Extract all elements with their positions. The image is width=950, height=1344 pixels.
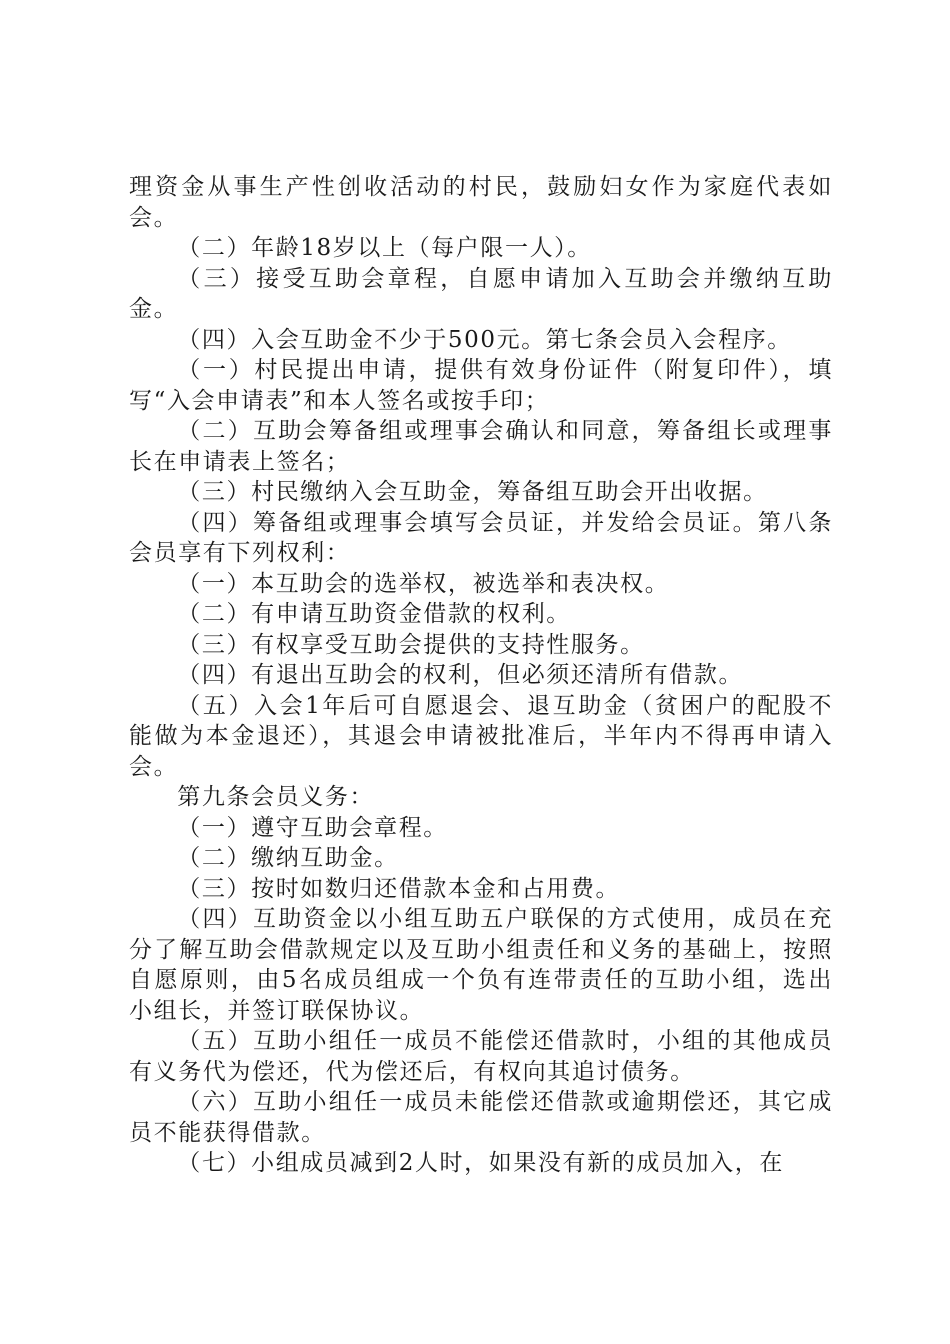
paragraph: （七）小组成员减到2人时，如果没有新的成员加入，在 bbox=[177, 1150, 784, 1176]
paragraph: （二）年龄18岁以上（每户限一人）。 bbox=[177, 235, 592, 261]
paragraph: （四）有退出互助会的权利，但必须还清所有借款。 bbox=[177, 662, 744, 688]
paragraph: （三）接受互助会章程，自愿申请加入互助会并缴纳互助金。 bbox=[129, 265, 833, 322]
paragraph: （二）缴纳互助金。 bbox=[177, 845, 399, 871]
paragraph: （三）按时如数归还借款本金和占用费。 bbox=[177, 875, 621, 902]
paragraph: （一）本互助会的选举权，被选举和表决权。 bbox=[177, 570, 670, 597]
paragraph: （三）村民缴纳入会互助金，筹备组互助会开出收据。 bbox=[177, 479, 768, 505]
paragraph: （三）有权享受互助会提供的支持性服务。 bbox=[177, 631, 645, 658]
paragraph: （五）互助小组任一成员不能偿还借款时，小组的其他成员有义务代为偿还，代为偿还后，有权向其追讨债务。 bbox=[129, 1028, 833, 1085]
paragraph: 理资金从事生产性创收活动的村民，鼓励妇女作为家庭代表如会。 bbox=[129, 174, 833, 231]
paragraph: （六）互助小组任一成员未能偿还借款或逾期偿还，其它成员不能获得借款。 bbox=[129, 1089, 833, 1146]
paragraph: （四）入会互助金不少于500元。第七条会员入会程序。 bbox=[177, 326, 792, 353]
article-heading: 第九条会员义务： bbox=[177, 784, 375, 810]
paragraph: （五）入会1年后可自愿退会、退互助金（贫困户的配股不能做为本金退还），其退会申请被批准后，半年内不得再申请入会。 bbox=[129, 692, 833, 780]
paragraph: （四）筹备组或理事会填写会员证，并发给会员证。第八条会员享有下列权利： bbox=[129, 509, 833, 566]
paragraph: （二）有申请互助资金借款的权利。 bbox=[177, 601, 571, 627]
paragraph: （四）互助资金以小组互助五户联保的方式使用，成员在充分了解互助会借款规定以及互助小组责任和义务的基础上，按照自愿原则，由5名成员组成一个负有连带责任的互助小组，选出小组长，并签订联保协议。 bbox=[129, 906, 833, 1024]
document-body bbox=[129, 172, 833, 1179]
paragraph: （一）村民提出申请，提供有效身份证件（附复印件），填写“入会申请表”和本人签名或按手印； bbox=[129, 357, 833, 414]
paragraph: （二）互助会筹备组或理事会确认和同意，筹备组长或理事长在申请表上签名； bbox=[129, 418, 833, 475]
paragraph: （一）遵守互助会章程。 bbox=[177, 814, 448, 841]
